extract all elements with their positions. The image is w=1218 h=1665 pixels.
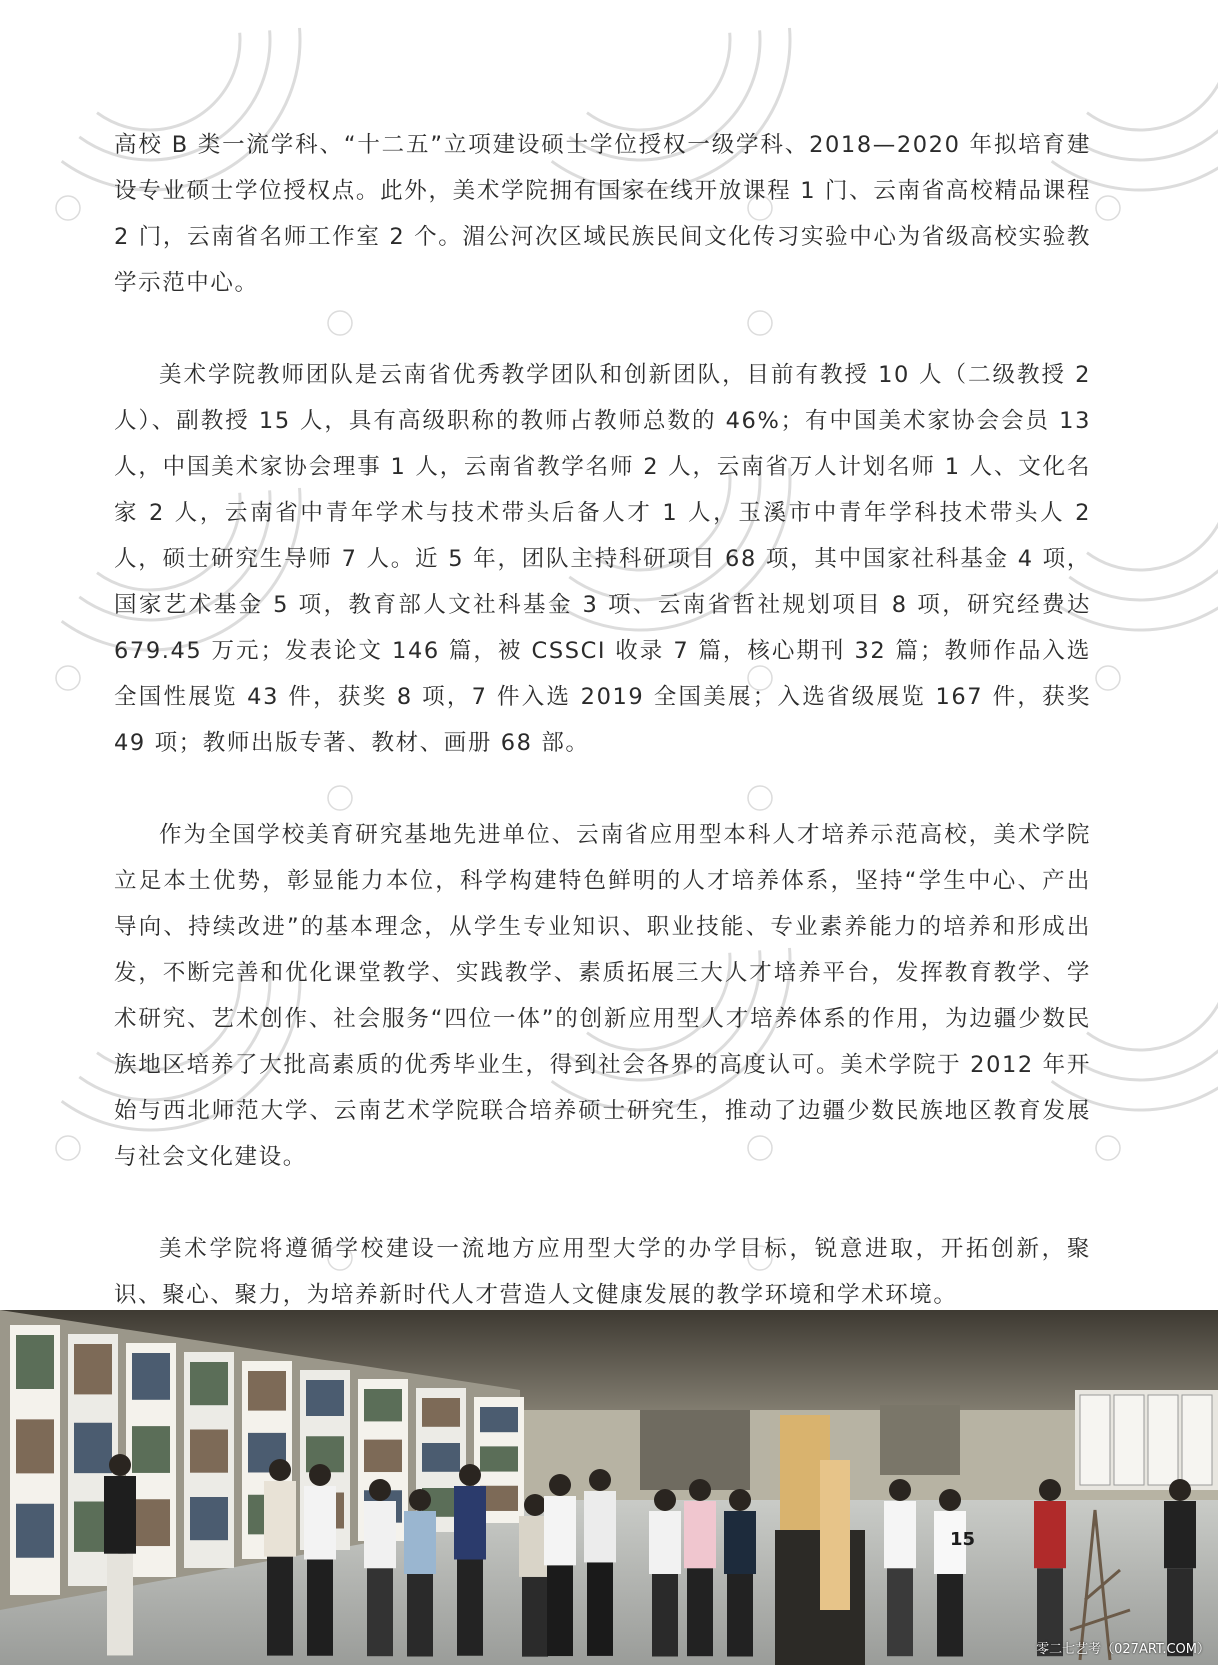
visitor-legs	[727, 1574, 753, 1657]
exhibition-board	[1114, 1395, 1144, 1485]
jersey-number: 15	[950, 1529, 976, 1550]
visitor-head	[729, 1489, 751, 1511]
visitor-body	[649, 1511, 681, 1574]
visitor-legs	[587, 1562, 613, 1656]
board-artwork	[132, 1426, 170, 1473]
visitor-legs	[267, 1557, 293, 1656]
board-artwork	[422, 1443, 460, 1472]
visitor-head	[654, 1489, 676, 1511]
board-artwork	[132, 1499, 170, 1546]
visitor-legs	[652, 1574, 678, 1657]
board-artwork	[422, 1398, 460, 1427]
visitor-body	[364, 1501, 396, 1568]
visitor-body	[684, 1501, 716, 1568]
exhibition-board	[1148, 1395, 1178, 1485]
watermark-dot	[1096, 1136, 1120, 1160]
visitor-legs	[687, 1568, 713, 1656]
board-artwork	[480, 1407, 518, 1432]
visitor-legs	[367, 1568, 393, 1656]
visitor-head	[939, 1489, 961, 1511]
visitor-head	[524, 1494, 546, 1516]
board-artwork	[16, 1335, 54, 1389]
exhibition-board	[1080, 1395, 1110, 1485]
visitor-body	[264, 1481, 296, 1557]
visitor-body	[304, 1486, 336, 1560]
visitor-body	[884, 1501, 916, 1568]
visitor-body	[1164, 1501, 1196, 1568]
watermark-dot	[1096, 666, 1120, 690]
visitor-head	[1039, 1479, 1061, 1501]
board-artwork	[364, 1440, 402, 1472]
board-artwork	[190, 1430, 228, 1473]
visitor-legs	[937, 1574, 963, 1657]
paragraph-2: 美术学院教师团队是云南省优秀教学团队和创新团队，目前有教授 10 人（二级教授 2 人）、副教授 15 人，具有高级职称的教师占教师总数的 46%；有中国美术家协会会员 13 人，中国美术家协会理事 1 人，云南省教学名师 2 人，云南省万人计划名师 1 人、文化名家 2 人，云南省中青年学术与技术带头后备人才 1 人，玉溪市中青年学科技术带头人 2 人，硕士研究生导师 7 人。近 5 年，团队主持科研项目 68 项，其中国家社科基金 4 项，国家艺术基金 5 项，教育部人文社科基金 3 项、云南省哲社规划项目 8 项，研究经费达 679.45 万元；发表论文 146 篇，被 CSSCI 收录 7 篇，核心期刊 32 篇；教师作品入选全国性展览 43 件，获奖 8 项，7 件入选 2019 全国美展；入选省级展览 167 件，获奖 49 项；教师出版专著、教材、画册 68 部。	[114, 362, 1091, 756]
paragraph-1: 高校 B 类一流学科、“十二五”立项建设硕士学位授权一级学科、2018—2020 年拟培育建设专业硕士学位授权点。此外，美术学院拥有国家在线开放课程 1 门、云南省高校精品课程 2 门，云南省名师工作室 2 个。湄公河次区域民族民间文化传习实验中心为省级高校实验教学示范中心。	[114, 132, 1091, 296]
visitor-legs	[522, 1577, 548, 1657]
board-artwork	[364, 1389, 402, 1421]
visitor-head	[889, 1479, 911, 1501]
board-artwork	[190, 1497, 228, 1540]
visitor-body	[104, 1476, 136, 1554]
board-artwork	[74, 1423, 112, 1473]
watermark-arc	[550, 0, 730, 130]
watermark-dot	[56, 196, 80, 220]
visitor-head	[269, 1459, 291, 1481]
visitor-head	[409, 1489, 431, 1511]
paragraph-3: 作为全国学校美育研究基地先进单位、云南省应用型本科人才培养示范高校，美术学院立足本土优势，彰显能力本位，科学构建特色鲜明的人才培养体系，坚持“学生中心、产出导向、持续改进”的基本理念，从学生专业知识、职业技能、专业素养能力的培养和形成出发，不断完善和优化课堂教学、实践教学、素质拓展三大人才培养平台，发挥教育教学、学术研究、艺术创作、社会服务“四位一体”的创新应用型人才培养体系的作用，为边疆少数民族地区培养了大批高素质的优秀毕业生，得到社会各界的高度认可。美术学院于 2012 年开始与西北师范大学、云南艺术学院联合培养硕士研究生，推动了边疆少数民族地区教育发展与社会文化建设。	[114, 822, 1091, 1170]
visitor-body	[404, 1511, 436, 1574]
visitor-body	[724, 1511, 756, 1574]
paragraph-4: 美术学院将遵循学校建设一流地方应用型大学的办学目标，锐意进取，开拓创新，聚识、聚心、聚力，为培养新时代人才营造人文健康发展的教学环境和学术环境。	[114, 1236, 1091, 1308]
watermark-dot	[56, 666, 80, 690]
visitor-head	[1169, 1479, 1191, 1501]
board-artwork	[480, 1446, 518, 1471]
visitor-legs	[307, 1560, 333, 1656]
watermark-dot	[56, 1136, 80, 1160]
visitor-head	[589, 1469, 611, 1491]
visitor-legs	[457, 1560, 483, 1656]
watermark-arc	[60, 0, 240, 130]
visitor-head	[459, 1464, 481, 1486]
visitor-legs	[407, 1574, 433, 1657]
visitor-head	[549, 1474, 571, 1496]
watermark-arc	[1050, 0, 1218, 130]
visitor-head	[689, 1479, 711, 1501]
board-artwork	[74, 1344, 112, 1394]
visitor-body	[1034, 1501, 1066, 1568]
exhibition-hall-photo	[0, 1310, 1218, 1665]
visitor-body	[454, 1486, 486, 1560]
board-artwork	[306, 1380, 344, 1416]
board-artwork	[248, 1371, 286, 1411]
watermark-dot	[1096, 196, 1120, 220]
article-body	[114, 122, 1091, 1364]
visitor-head	[369, 1479, 391, 1501]
board-artwork	[16, 1504, 54, 1558]
board-artwork	[132, 1353, 170, 1400]
visitor-body	[544, 1496, 576, 1565]
visitor-legs	[547, 1565, 573, 1656]
board-artwork	[190, 1362, 228, 1405]
source-credit: 零二七艺考（027ART.COM）	[1036, 1642, 1210, 1657]
exhibition-board	[1182, 1395, 1212, 1485]
visitor-legs	[887, 1568, 913, 1656]
visitor-head	[309, 1464, 331, 1486]
visitor-head	[109, 1454, 131, 1476]
visitor-legs	[107, 1554, 133, 1656]
visitor-body	[584, 1491, 616, 1562]
board-artwork	[16, 1419, 54, 1473]
